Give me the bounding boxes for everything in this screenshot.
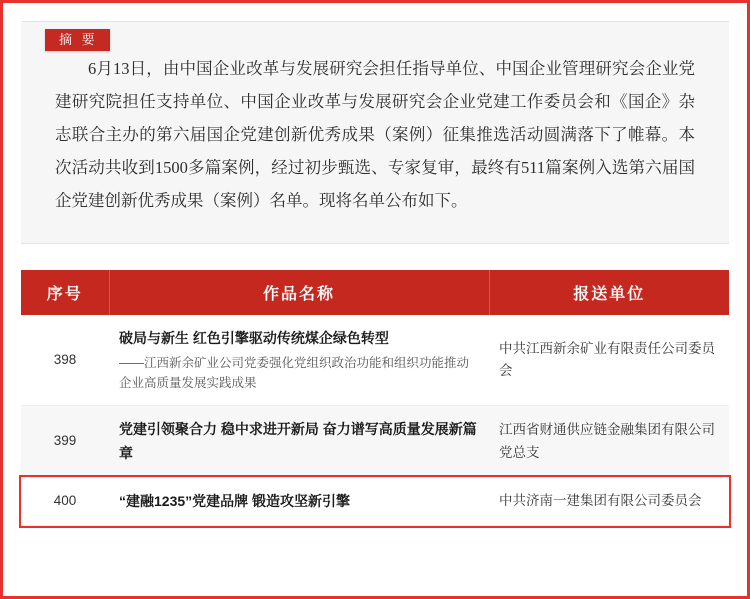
row-number: 398 (21, 315, 109, 406)
column-header-title: 作品名称 (109, 270, 489, 315)
table-row (21, 406, 729, 478)
row-title-main: 党建引领聚合力 稳中求进开新局 奋力谱写高质量发展新篇章 (119, 421, 477, 461)
row-number: 399 (21, 406, 109, 478)
row-title (109, 315, 489, 406)
results-table (21, 270, 729, 526)
column-header-unit: 报送单位 (489, 270, 729, 315)
row-title (109, 406, 489, 478)
abstract-box (21, 21, 729, 244)
table-row (21, 315, 729, 406)
row-title-main: “建融1235”党建品牌 锻造攻坚新引擎 (119, 492, 351, 509)
table-row-highlighted (21, 477, 729, 525)
results-table-wrapper (21, 270, 729, 526)
abstract-tag: 摘 要 (45, 29, 110, 51)
table-body (21, 315, 729, 526)
table-header (21, 270, 729, 315)
row-title-sub: ——江西新余矿业公司党委强化党组织政治功能和组织功能推动企业高质量发展实践成果 (119, 356, 470, 391)
row-unit: 中共江西新余矿业有限责任公司委员会 (489, 315, 729, 406)
row-unit: 江西省财通供应链金融集团有限公司党总支 (489, 406, 729, 478)
row-title (109, 477, 489, 525)
column-header-no: 序号 (21, 270, 109, 315)
row-unit: 中共济南一建集团有限公司委员会 (489, 477, 729, 525)
abstract-section (21, 21, 729, 244)
row-number: 400 (21, 477, 109, 525)
row-title-main: 破局与新生 红色引擎驱动传统煤企绿色转型 (119, 330, 389, 346)
table-header-row (21, 270, 729, 315)
abstract-text: 6月13日，由中国企业改革与发展研究会担任指导单位、中国企业管理研究会企业党建研究院担任支持单位、中国企业改革与发展研究会企业党建工作委员会和《国企》杂志联合主办的第六届国企党建创新优秀成果（案例）征集推选活动圆满落下了帷幕。本次活动共收到1500多篇案例，经过初步甄选、专家复审，最终有511篇案例入选第六届国企党建创新优秀成果（案例）名单。现将名单公布如下。 (55, 59, 695, 210)
